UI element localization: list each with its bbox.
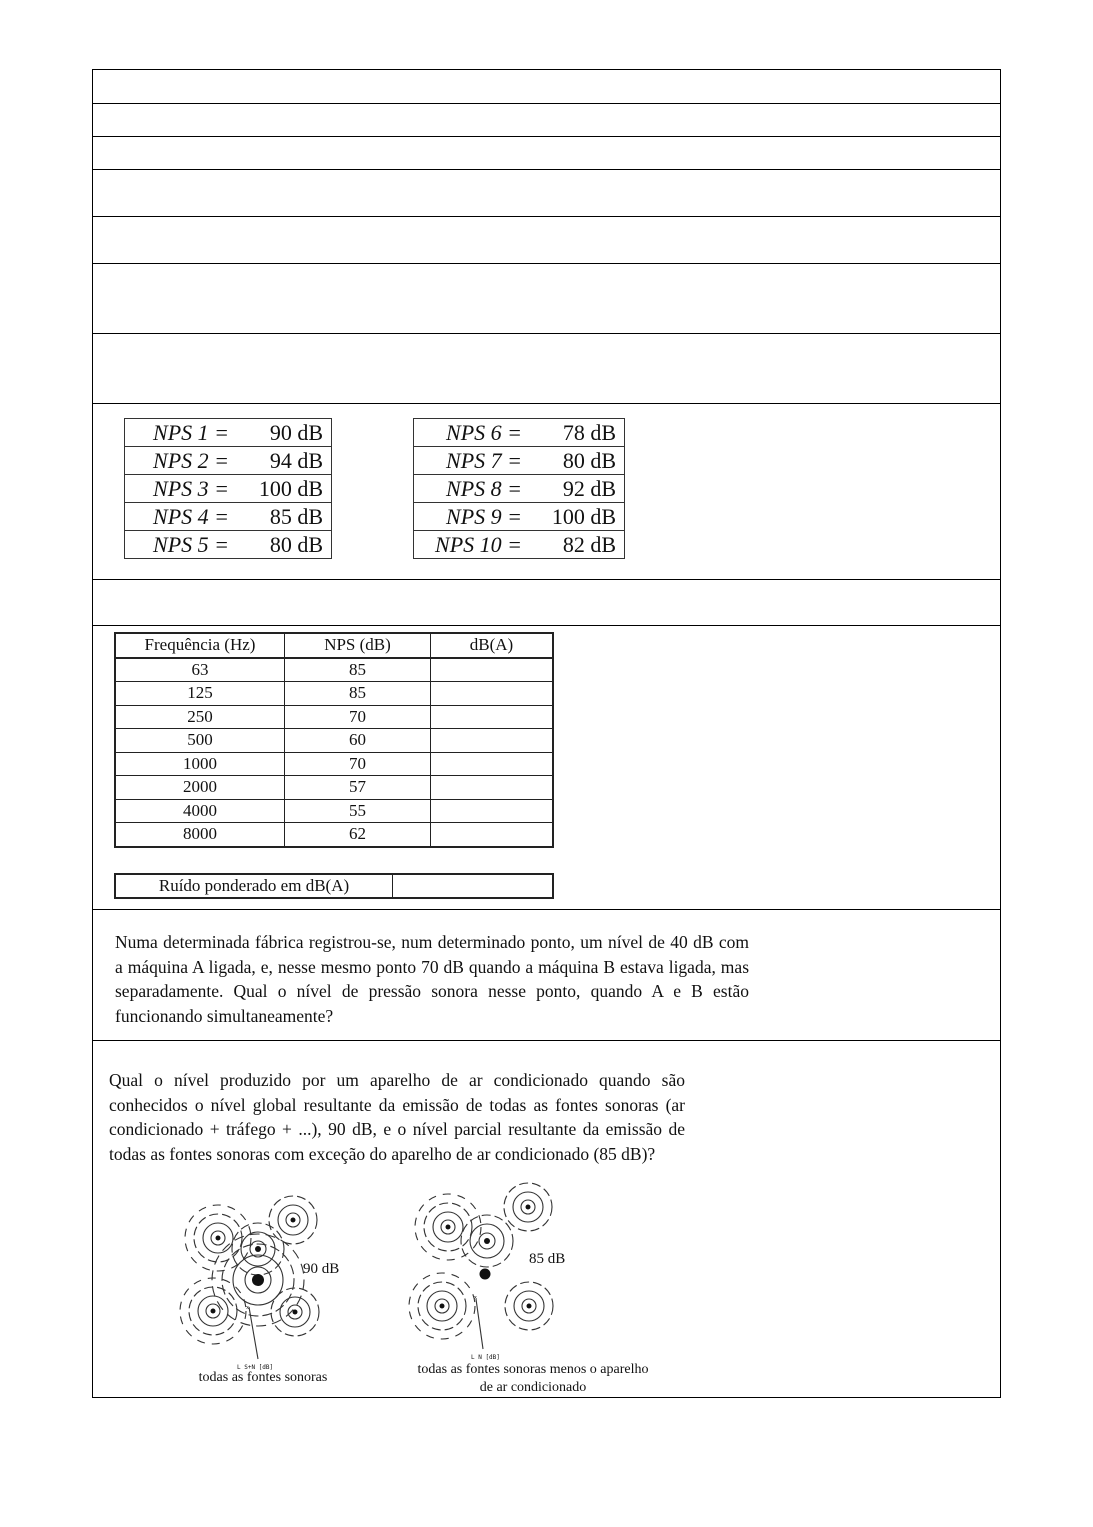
nps-label: NPS 4 =	[125, 503, 238, 531]
nps-value: 100 dB	[530, 503, 625, 531]
blank-row-8	[93, 579, 1000, 625]
table-row	[115, 776, 553, 800]
dba-cell[interactable]	[431, 799, 554, 823]
table-row	[125, 531, 332, 559]
overall-level-label: 90 dB	[303, 1261, 340, 1277]
blank-row-6	[93, 263, 1000, 333]
table-row	[115, 682, 553, 706]
nps-label: NPS 5 =	[125, 531, 238, 559]
table-row	[414, 475, 625, 503]
nps-value: 94 dB	[237, 447, 332, 475]
nps-label: NPS 6 =	[414, 419, 531, 447]
nps-label: NPS 2 =	[125, 447, 238, 475]
svg-text:x: x	[474, 1295, 477, 1301]
pointer-line	[249, 1307, 258, 1359]
frequency-cell: 250	[115, 705, 285, 729]
diagram-all-sources	[173, 1181, 413, 1386]
blank-row-1	[93, 70, 1000, 103]
nps-table-left	[124, 418, 332, 559]
nps-cell: 85	[285, 682, 431, 706]
table-row	[115, 752, 553, 776]
table-row	[414, 531, 625, 559]
table-row	[125, 503, 332, 531]
nps-cell: 70	[285, 752, 431, 776]
nps-cell: 60	[285, 729, 431, 753]
frequency-cell: 2000	[115, 776, 285, 800]
nps-label: NPS 10 =	[414, 531, 531, 559]
point-level-label: L N [dB]	[471, 1354, 500, 1361]
svg-text:x: x	[246, 1305, 249, 1311]
frequency-cell: 1000	[115, 752, 285, 776]
dba-cell[interactable]	[431, 823, 554, 847]
weighted-noise-table	[114, 873, 554, 899]
table-row	[115, 658, 553, 682]
frequency-cell: 500	[115, 729, 285, 753]
frequency-table	[114, 632, 554, 848]
sound-sources-illustration	[173, 1181, 413, 1386]
column-header-nps: NPS (dB)	[285, 633, 431, 658]
nps-label: NPS 7 =	[414, 447, 531, 475]
table-row	[115, 874, 553, 898]
frequency-row	[93, 625, 1000, 909]
nps-cell: 55	[285, 799, 431, 823]
nps-value: 80 dB	[237, 531, 332, 559]
nps-value: 78 dB	[530, 419, 625, 447]
nps-value: 82 dB	[530, 531, 625, 559]
partial-level-label: 85 dB	[529, 1251, 566, 1267]
frequency-cell: 4000	[115, 799, 285, 823]
point-level-label: L S+N [dB]	[237, 1364, 274, 1371]
blank-row-7	[93, 333, 1000, 403]
dba-cell[interactable]	[431, 682, 554, 706]
dba-cell[interactable]	[431, 705, 554, 729]
table-row	[414, 503, 625, 531]
worksheet-table	[92, 69, 1001, 1398]
dba-cell[interactable]	[431, 776, 554, 800]
nps-label: NPS 9 =	[414, 503, 531, 531]
question-ac-text: Qual o nível produzido por um aparelho de ar condicionado quando são conhecidos o nível global resultante da emissão de todas as fontes sonoras (ar condicionado + tráfego + ...), 90 dB, e o nível parcial resultante da emissão de todas as fontes sonoras com exceção do aparelho de ar condicionado (85 dB)?	[109, 1070, 685, 1164]
blank-row-5	[93, 216, 1000, 263]
dba-cell[interactable]	[431, 752, 554, 776]
column-header-dba: dB(A)	[431, 633, 554, 658]
dba-cell[interactable]	[431, 658, 554, 682]
nps-cell: 62	[285, 823, 431, 847]
blank-row-3	[93, 136, 1000, 169]
dba-cell[interactable]	[431, 729, 554, 753]
diagram-minus-ac	[403, 1181, 703, 1396]
question-machines-text: Numa determinada fábrica registrou-se, num determinado ponto, um nível de 40 dB com a máquina A ligada, e, nesse mesmo ponto 70 dB quando a máquina B estava ligada, mas separadamente. Qual o nível de pressão sonora nesse ponto, quando A e B estão funcionando simultaneamente?	[115, 932, 749, 1026]
nps-cell: 70	[285, 705, 431, 729]
table-row	[414, 419, 625, 447]
nps-table-right	[413, 418, 625, 559]
table-row	[125, 447, 332, 475]
frequency-cell: 125	[115, 682, 285, 706]
table-row	[115, 705, 553, 729]
question-ac-row	[93, 1040, 1000, 1397]
table-row	[414, 447, 625, 475]
nps-value: 100 dB	[237, 475, 332, 503]
nps-sources-row	[93, 403, 1000, 579]
diagram-caption: todas as fontes sonoras	[198, 1370, 328, 1385]
question-machines-row	[93, 909, 1000, 1040]
weighted-noise-value[interactable]	[393, 874, 554, 898]
table-row	[115, 729, 553, 753]
nps-value: 80 dB	[530, 447, 625, 475]
table-row	[125, 475, 332, 503]
nps-label: NPS 8 =	[414, 475, 531, 503]
table-row	[115, 799, 553, 823]
pointer-line	[476, 1299, 483, 1349]
nps-label: NPS 1 =	[125, 419, 238, 447]
frequency-cell: 63	[115, 658, 285, 682]
nps-cell: 57	[285, 776, 431, 800]
table-row	[125, 419, 332, 447]
nps-value: 90 dB	[237, 419, 332, 447]
nps-cell: 85	[285, 658, 431, 682]
frequency-cell: 8000	[115, 823, 285, 847]
column-header-frequency: Frequência (Hz)	[115, 633, 285, 658]
blank-row-4	[93, 169, 1000, 216]
nps-label: NPS 3 =	[125, 475, 238, 503]
blank-row-2	[93, 103, 1000, 136]
weighted-noise-label: Ruído ponderado em dB(A)	[115, 874, 393, 898]
table-header-row	[115, 633, 553, 658]
table-row	[115, 823, 553, 847]
diagram-caption-line-1: todas as fontes sonoras menos o aparelho	[417, 1362, 649, 1377]
air-conditioner-off-icon	[480, 1269, 491, 1280]
nps-value: 92 dB	[530, 475, 625, 503]
nps-value: 85 dB	[237, 503, 332, 531]
diagram-caption-line-2: de ar condicionado	[479, 1380, 587, 1395]
